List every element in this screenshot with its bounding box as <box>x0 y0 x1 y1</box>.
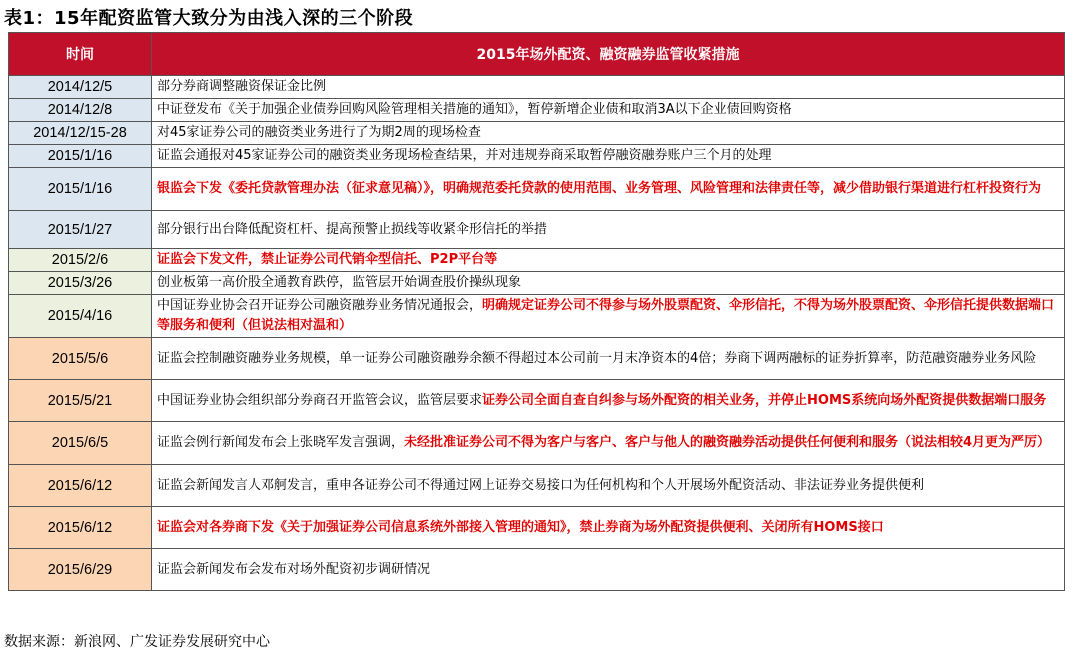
row-date: 2015/1/16 <box>9 145 152 168</box>
row-description <box>152 272 1065 295</box>
highlight-text: 未经批准证券公司不得为客户与客户、客户与他人的融资融券活动提供任何便利和服务（说法相较4月更为严厉） <box>404 435 1051 450</box>
row-description <box>152 249 1065 272</box>
data-source-note: 数据来源：新浪网、广发证券发展研究中心 <box>4 634 270 650</box>
table-row <box>9 211 1065 249</box>
row-date: 2015/2/6 <box>9 249 152 272</box>
row-description <box>152 122 1065 145</box>
row-description <box>152 99 1065 122</box>
row-description <box>152 380 1065 422</box>
plain-text: 部分券商调整融资保证金比例 <box>157 79 327 94</box>
plain-text: 证监会新闻发言人邓舸发言，重申各证券公司不得通过网上证券交易接口为任何机构和个人开展场外配资活动、非法证券业务提供便利 <box>157 477 925 493</box>
row-description <box>152 465 1065 507</box>
row-description <box>152 211 1065 249</box>
row-date: 2015/1/16 <box>9 168 152 211</box>
plain-text: 创业板第一高价股全通教育跌停，监管层开始调查股价操纵现象 <box>157 275 522 290</box>
row-date: 2015/4/16 <box>9 295 152 338</box>
plain-text: 证监会例行新闻发布会上张晓军发言强调， <box>157 435 405 450</box>
row-date: 2015/6/5 <box>9 422 152 465</box>
row-description <box>152 76 1065 99</box>
plain-text: 证监会新闻发布会发布对场外配资初步调研情况 <box>157 561 431 577</box>
row-date: 2015/6/12 <box>9 465 152 507</box>
table-row <box>9 99 1065 122</box>
row-description <box>152 422 1065 465</box>
highlight-text: 证券公司全面自查自纠参与场外配资的相关业务，并停止HOMS系统向场外配资提供数据端口服务 <box>482 392 1047 408</box>
table-row <box>9 249 1065 272</box>
row-date: 2014/12/15-28 <box>9 122 152 145</box>
header-date: 时间 <box>9 33 152 76</box>
table-row <box>9 145 1065 168</box>
plain-text: 中国证券业协会组织部分券商召开监管会议，监管层要求 <box>157 392 483 408</box>
plain-text: 证监会控制融资融券业务规模，单一证券公司融资融券余额不得超过本公司前一月末净资本的4倍；券商下调两融标的证券折算率，防范融资融券业务风险 <box>157 350 1037 366</box>
row-description <box>152 295 1065 338</box>
table-row <box>9 272 1065 295</box>
plain-text: 证监会通报对45家证券公司的融资类业务现场检查结果，并对违规券商采取暂停融资融券账户三个月的处理 <box>157 148 772 163</box>
row-date: 2014/12/5 <box>9 76 152 99</box>
table-row <box>9 295 1065 338</box>
table-row <box>9 380 1065 422</box>
row-description <box>152 168 1065 211</box>
highlight-text: 证监会下发文件，禁止证券公司代销伞型信托、P2P平台等 <box>157 252 498 267</box>
row-description <box>152 507 1065 549</box>
header-measures: 2015年场外配资、融资融券监管收紧措施 <box>152 33 1065 76</box>
table-row <box>9 338 1065 380</box>
plain-text: 中证登发布《关于加强企业债券回购风险管理相关措施的通知》，暂停新增企业债和取消3A以下企业债回购资格 <box>157 102 792 117</box>
regulation-table <box>8 32 1065 591</box>
table-body <box>9 76 1065 591</box>
row-description <box>152 338 1065 380</box>
plain-text: 部分银行出台降低配资杠杆、提高预警止损线等收紧伞形信托的举措 <box>157 221 548 237</box>
table-row <box>9 168 1065 211</box>
table-row <box>9 76 1065 99</box>
highlight-text: 证监会对各券商下发《关于加强证券公司信息系统外部接入管理的通知》，禁止券商为场外配资提供便利、关闭所有HOMS接口 <box>157 519 884 535</box>
row-date: 2015/6/29 <box>9 549 152 591</box>
table-row <box>9 507 1065 549</box>
table-row <box>9 465 1065 507</box>
row-date: 2014/12/8 <box>9 99 152 122</box>
table-title: 表1：15年配资监管大致分为由浅入深的三个阶段 <box>4 8 414 29</box>
table-header-row <box>9 33 1065 76</box>
row-date: 2015/5/6 <box>9 338 152 380</box>
highlight-text: 银监会下发《委托贷款管理办法（征求意见稿）》，明确规范委托贷款的使用范围、业务管理、风险管理和法律责任等，减少借助银行渠道进行杠杆投资行为 <box>157 181 1042 196</box>
row-date: 2015/3/26 <box>9 272 152 295</box>
row-date: 2015/6/12 <box>9 507 152 549</box>
table-row <box>9 122 1065 145</box>
highlight-text: 明确规定证券公司不得参与场外股票配资、伞形信托，不得为场外股票配资、伞形信托提供数据端口等服务和便利（但说法相对温和） <box>157 298 1055 333</box>
table-row <box>9 549 1065 591</box>
row-description <box>152 549 1065 591</box>
row-description <box>152 145 1065 168</box>
row-date: 2015/5/21 <box>9 380 152 422</box>
row-date: 2015/1/27 <box>9 211 152 249</box>
plain-text: 中国证券业协会召开证券公司融资融券业务情况通报会， <box>157 298 483 313</box>
table-row <box>9 422 1065 465</box>
plain-text: 对45家证券公司的融资类业务进行了为期2周的现场检查 <box>157 125 481 140</box>
